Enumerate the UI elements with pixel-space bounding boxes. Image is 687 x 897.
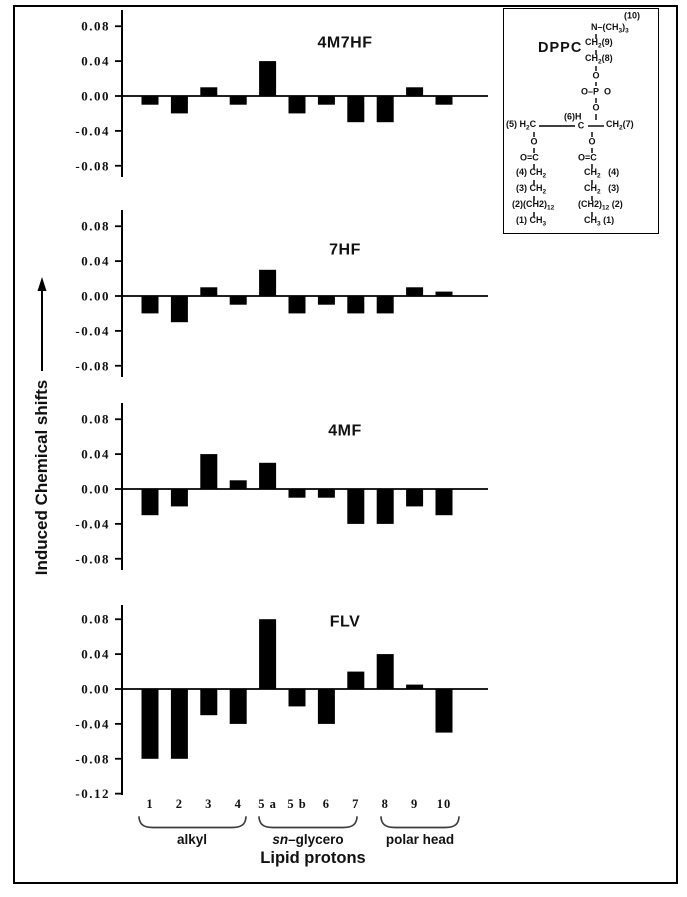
group-bracket xyxy=(139,817,246,828)
bar xyxy=(406,685,423,689)
structure-label: (10) xyxy=(623,10,641,21)
bar xyxy=(347,96,364,122)
y-tick-label: -0.08 xyxy=(75,158,110,174)
chart-title: FLV xyxy=(329,613,361,631)
bar xyxy=(406,287,423,296)
structure-label: O xyxy=(592,70,600,81)
group-bracket xyxy=(259,817,357,828)
bar xyxy=(142,489,159,515)
bar xyxy=(436,292,453,296)
bar xyxy=(406,489,423,506)
structure-label: (6)H xyxy=(564,111,582,122)
y-tick-label: -0.08 xyxy=(75,551,110,567)
x-tick-label: 3 xyxy=(205,797,213,811)
structure-label: $CH_2(8)$ xyxy=(585,52,613,66)
bar xyxy=(200,87,217,96)
bar xyxy=(289,296,306,313)
x-tick-label: 10 xyxy=(436,797,452,811)
structure-label: (1) $CH_3$ xyxy=(516,214,547,228)
structure-label: (3) $CH_2$ xyxy=(516,182,547,196)
bar xyxy=(259,463,276,489)
bar xyxy=(347,489,364,524)
bar xyxy=(377,296,394,313)
bar xyxy=(230,296,247,305)
bar xyxy=(230,689,247,724)
structure-label: $CH_2$ (3) xyxy=(584,182,620,196)
bar xyxy=(259,270,276,296)
structure-label: O xyxy=(592,102,600,113)
x-tick-label: 5 a xyxy=(258,797,277,811)
structure-label: $(CH2)_{12}$ (2) xyxy=(578,198,623,212)
bar xyxy=(318,96,335,105)
y-tick-label: 0.08 xyxy=(81,18,110,34)
bar xyxy=(171,96,188,113)
structure-label: $N-(CH_3)_3$ xyxy=(591,21,629,35)
structure-label: O xyxy=(588,136,596,147)
y-tick-label: -0.04 xyxy=(75,123,110,139)
chart-plot xyxy=(55,397,495,582)
y-tick-label: 0.00 xyxy=(81,681,110,697)
bar xyxy=(377,654,394,689)
bar xyxy=(259,61,276,96)
dppc-label: DPPC xyxy=(538,40,583,56)
chart-plot xyxy=(55,597,495,802)
structure-label: C xyxy=(577,120,585,131)
y-tick-label: -0.08 xyxy=(75,751,110,767)
y-tick-label: 0.04 xyxy=(81,446,110,462)
group-label: alkyl xyxy=(176,832,208,847)
y-tick-label: 0.04 xyxy=(81,646,110,662)
group-label: polar head xyxy=(385,832,455,847)
bar xyxy=(200,287,217,296)
x-tick-label: 5 b xyxy=(287,797,307,811)
y-axis-title xyxy=(25,246,59,606)
y-tick-label: -0.04 xyxy=(75,716,110,732)
y-axis-title-text: Induced Chemical shifts xyxy=(32,379,51,576)
bar xyxy=(142,689,159,759)
y-tick-label: 0.08 xyxy=(81,611,110,627)
bar xyxy=(230,480,247,489)
y-tick-label: 0.08 xyxy=(81,218,110,234)
bar xyxy=(171,489,188,506)
bar xyxy=(318,689,335,724)
chart-4MF xyxy=(55,397,495,582)
dppc-structure-panel xyxy=(503,8,659,234)
chart-4M7HF xyxy=(55,5,495,190)
bar xyxy=(200,454,217,489)
x-tick-label: 1 xyxy=(146,797,154,811)
chart-title: 4M7HF xyxy=(317,34,373,52)
bar xyxy=(436,489,453,515)
y-tick-label: 0.00 xyxy=(81,481,110,497)
chart-FLV xyxy=(55,597,495,802)
x-axis-title: Lipid protons xyxy=(260,849,366,867)
chart-7HF xyxy=(55,205,495,390)
bar xyxy=(377,489,394,524)
structure-label: $CH_2$ (4) xyxy=(584,166,620,180)
bar xyxy=(142,296,159,313)
y-tick-label: 0.00 xyxy=(81,288,110,304)
group-label: sn–glycero xyxy=(272,832,344,847)
structure-label: (4) $CH_2$ xyxy=(516,166,547,180)
bar xyxy=(406,87,423,96)
y-tick-label: 0.00 xyxy=(81,88,110,104)
structure-label: $CH_2(7)$ xyxy=(606,118,634,132)
y-tick-label: -0.04 xyxy=(75,516,110,532)
bar xyxy=(318,296,335,305)
x-tick-label: 2 xyxy=(175,797,184,811)
bar xyxy=(142,96,159,105)
bar xyxy=(289,689,306,706)
structure-label: O–P O xyxy=(580,86,612,97)
y-tick-label: -0.12 xyxy=(75,786,110,802)
bar xyxy=(259,619,276,689)
y-tick-label: 0.08 xyxy=(81,411,110,427)
bar xyxy=(347,672,364,689)
bar xyxy=(318,489,335,498)
structure-label: $(2)(CH2)_{12}$ xyxy=(512,198,555,212)
x-tick-label: 8 xyxy=(381,797,389,811)
group-bracket xyxy=(381,817,459,828)
bar xyxy=(289,96,306,113)
y-tick-label: 0.04 xyxy=(81,253,110,269)
chart-plot xyxy=(55,205,495,390)
bar xyxy=(230,96,247,105)
structure-label: $CH_3$ (1) xyxy=(584,214,615,228)
structure-label: $CH_2(9)$ xyxy=(585,36,613,50)
x-tick-label: 4 xyxy=(234,797,242,811)
bar xyxy=(347,296,364,313)
bar xyxy=(289,489,306,498)
bar xyxy=(436,689,453,733)
bar xyxy=(200,689,217,715)
structure-label: O xyxy=(530,136,538,147)
chart-title: 7HF xyxy=(329,241,361,259)
bar xyxy=(436,96,453,105)
bar xyxy=(171,689,188,759)
structure-label: O=C xyxy=(578,152,597,163)
chart-plot xyxy=(55,5,495,190)
x-tick-label: 6 xyxy=(322,797,331,811)
bar xyxy=(171,296,188,322)
structure-label: (5) $H_2C$ xyxy=(506,118,537,132)
y-tick-label: -0.04 xyxy=(75,323,110,339)
chart-title: 4MF xyxy=(328,422,362,440)
bar xyxy=(377,96,394,122)
y-tick-label: -0.08 xyxy=(75,358,110,374)
x-tick-label: 9 xyxy=(410,797,419,811)
y-tick-label: 0.04 xyxy=(81,53,110,69)
x-tick-label: 7 xyxy=(352,797,360,811)
structure-label: O=C xyxy=(520,152,539,163)
up-arrow-icon xyxy=(36,277,48,372)
